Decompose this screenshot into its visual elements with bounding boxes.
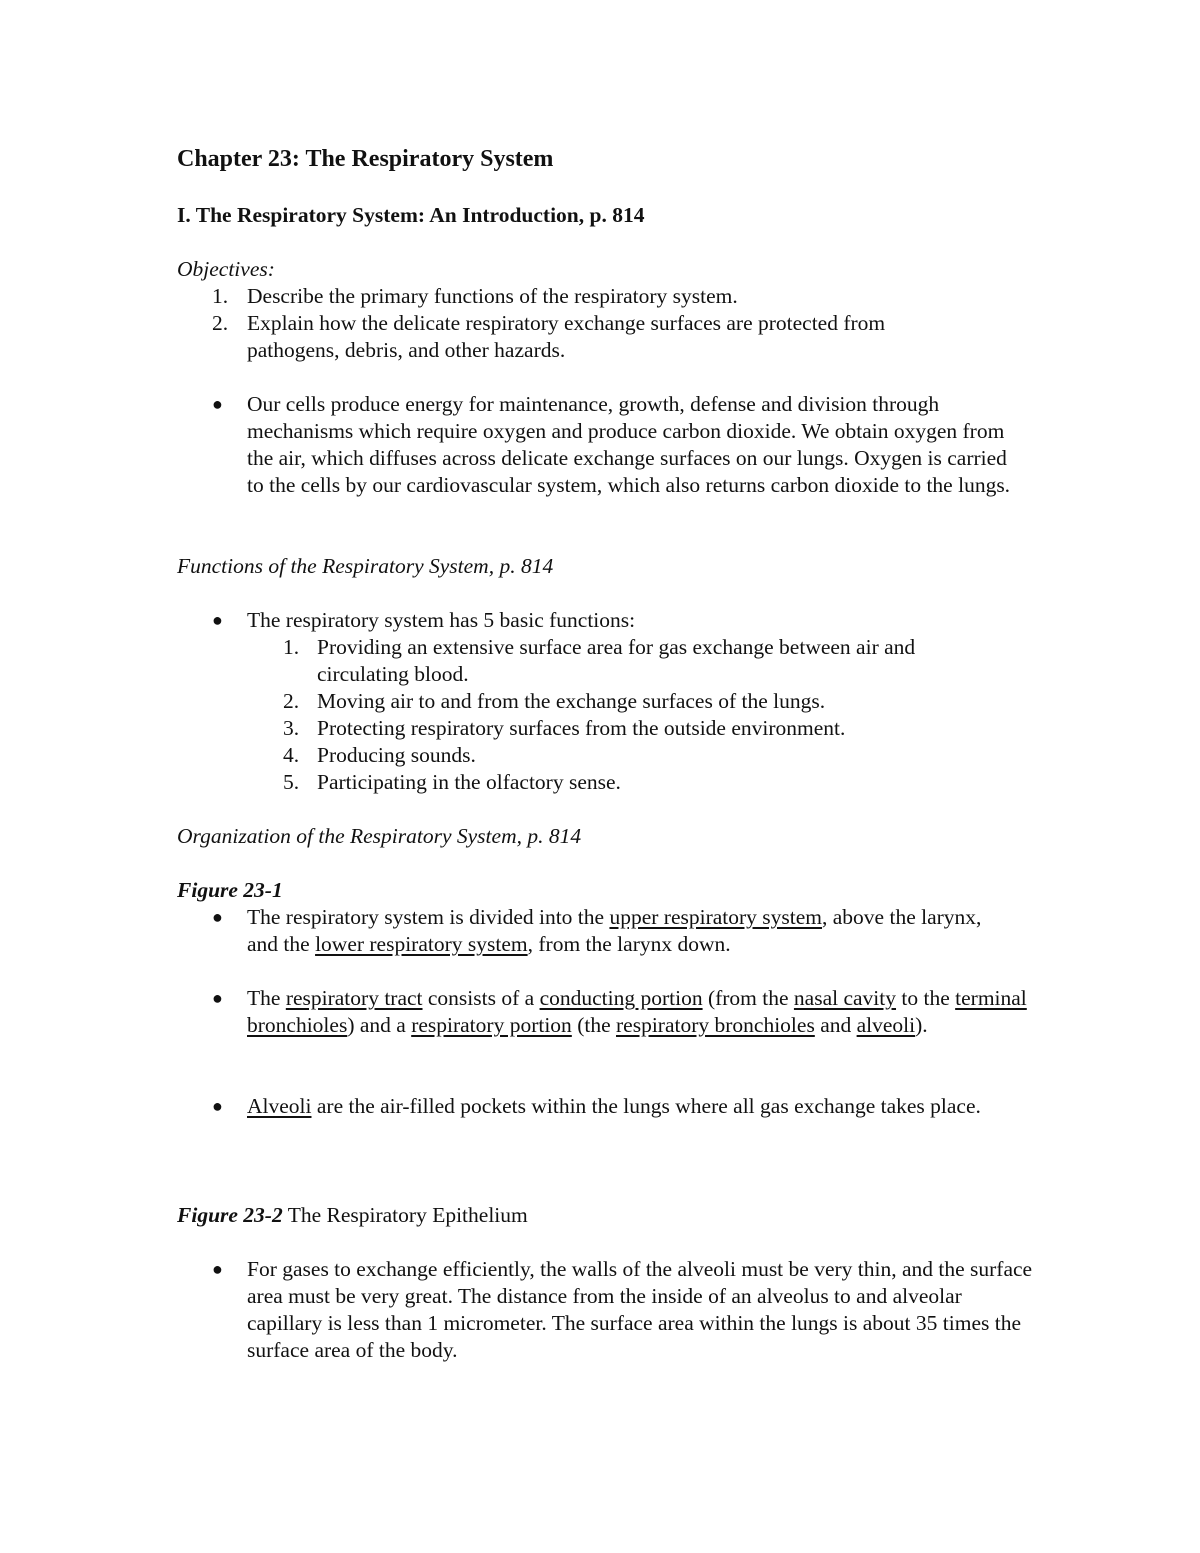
bullet-dot-icon: ● (212, 610, 223, 630)
term-underlined: upper respiratory system (609, 905, 823, 929)
list-number: 3. (283, 716, 300, 740)
figure-label: Figure 23-2 (177, 1203, 283, 1227)
bullet-text: For gases to exchange efficiently, the walls of the alveoli must be very thin, and the surface area must be very great. The distance from the inside of an alveolus to and alveolar capillary is less than 1 micrometer. The surface area within the lungs is about 35 times the surface area of the body. (247, 1257, 1033, 1362)
term-underlined: alveoli (856, 1013, 916, 1037)
figure-label: Figure 23-1 (177, 878, 283, 902)
objectives-label: Objectives: (177, 257, 275, 281)
list-item-text: Providing an extensive surface area for gas exchange between air and circulating blood. (317, 635, 916, 686)
bullet-dot-icon: ● (212, 1259, 223, 1279)
section-heading: I. The Respiratory System: An Introduction, p. 814 (177, 203, 645, 227)
list-number: 2. (212, 311, 229, 335)
list-item-text: Moving air to and from the exchange surfaces of the lungs. (317, 689, 826, 713)
bullet-dot-icon: ● (212, 988, 223, 1008)
list-item-text: Participating in the olfactory sense. (317, 770, 621, 794)
list-number: 2. (283, 689, 300, 713)
term-underlined: conducting portion (539, 986, 703, 1010)
figure-title: The Respiratory Epithelium (282, 1203, 528, 1227)
list-number: 1. (283, 635, 300, 659)
organization-heading: Organization of the Respiratory System, p. 814 (177, 824, 582, 848)
list-number: 1. (212, 284, 229, 308)
list-item-text: Producing sounds. (317, 743, 476, 767)
bullet-text: The respiratory system is divided into the upper respiratory system, above the larynx, and the lower respiratory system, from the larynx down. (247, 905, 982, 956)
bullet-text: Alveoli are the air-filled pockets within the lungs where all gas exchange takes place. (247, 1094, 981, 1118)
bullet-text: The respiratory tract consists of a conducting portion (from the nasal cavity to the terminal bronchioles) and a respiratory portion (the respiratory bronchioles and alveoli). (247, 986, 1027, 1037)
bullet-dot-icon: ● (212, 907, 223, 927)
chapter-title: Chapter 23: The Respiratory System (177, 146, 554, 172)
term-underlined: lower respiratory system (315, 932, 528, 956)
term-underlined: respiratory bronchioles (616, 1013, 815, 1037)
term-underlined: respiratory tract (285, 986, 423, 1010)
term-underlined: terminal bronchioles (247, 986, 1027, 1037)
list-item-text: Explain how the delicate respiratory exchange surfaces are protected from pathogens, debris, and other hazards. (247, 311, 886, 362)
term-underlined: respiratory portion (411, 1013, 572, 1037)
functions-heading: Functions of the Respiratory System, p. 814 (177, 554, 554, 578)
figure-caption (177, 1202, 528, 1229)
bullet-dot-icon: ● (212, 394, 223, 414)
list-number: 4. (283, 743, 300, 767)
list-item-text: Protecting respiratory surfaces from the outside environment. (317, 716, 846, 740)
bullet-text: Our cells produce energy for maintenance, growth, defense and division through mechanisms which require oxygen and produce carbon dioxide. We obtain oxygen from the air, which diffuses across delicate exchange surfaces on our lungs. Oxygen is carried to the cells by our cardiovascular system, which also returns carbon dioxide to the lungs. (247, 392, 1011, 497)
bullet-text: The respiratory system has 5 basic functions: (247, 608, 636, 632)
term-underlined: Alveoli (247, 1094, 312, 1118)
term-underlined: nasal cavity (793, 986, 897, 1010)
list-number: 5. (283, 770, 300, 794)
list-item-text: Describe the primary functions of the respiratory system. (247, 284, 738, 308)
bullet-dot-icon: ● (212, 1096, 223, 1116)
